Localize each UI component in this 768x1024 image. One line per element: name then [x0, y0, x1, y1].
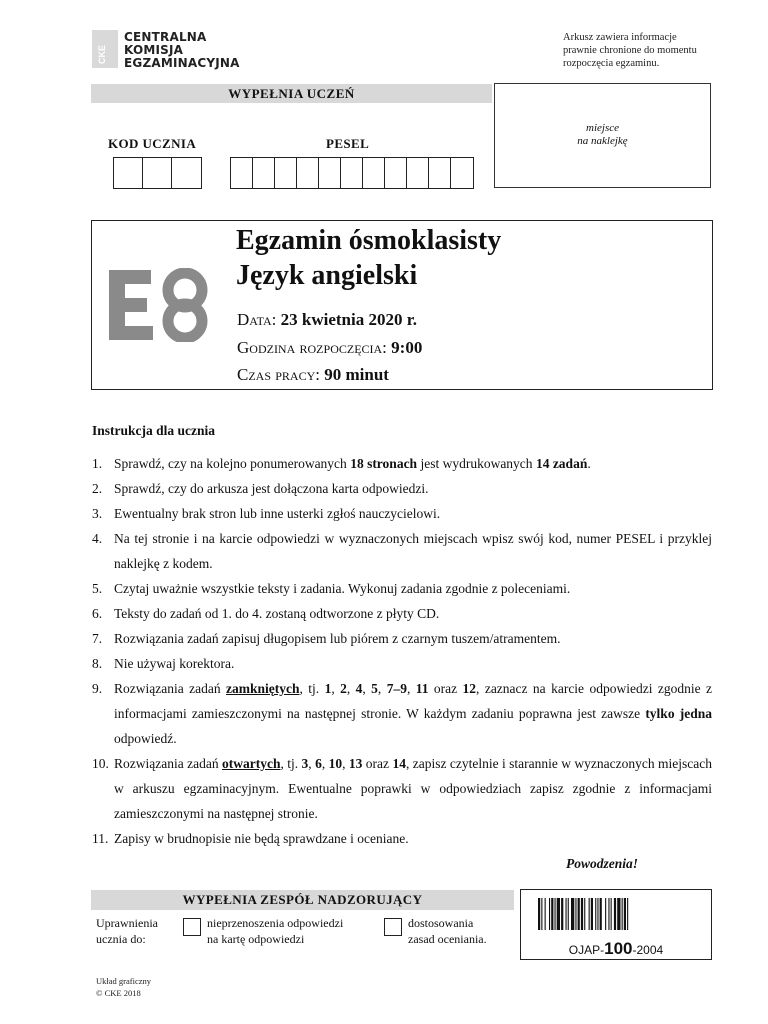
barcode-bar: [581, 898, 583, 930]
item-text: Teksty do zadań od 1. do 4. zostaną odtworzone z płyty CD.: [114, 606, 440, 621]
exam-title: Egzamin ósmoklasisty: [236, 225, 502, 256]
adjusted-grading-option-label: [408, 915, 487, 947]
item-text: Ewentualny brak stron lub inne usterki zgłoś nauczycielowi.: [114, 506, 441, 521]
task-number: 12: [462, 681, 477, 696]
item-number: 5.: [92, 581, 103, 596]
barcode-bar: [571, 898, 574, 930]
task-number: 10: [328, 756, 343, 771]
pesel-box[interactable]: [363, 158, 385, 188]
text-part: Rozwiązania zadań: [114, 681, 227, 696]
pesel-box[interactable]: [407, 158, 429, 188]
barcode-bar: [545, 898, 546, 930]
text-part: Sprawdź, czy na kolejno ponumerowanych: [114, 456, 351, 471]
text-bold: zamkniętych: [226, 681, 300, 696]
student-section-bar: WYPEŁNIA UCZEŃ: [91, 84, 492, 103]
option-line: nieprzenoszenia odpowiedzi: [207, 916, 344, 930]
list-item: [92, 501, 712, 526]
barcode-bar: [627, 898, 628, 930]
option-line: na kartę odpowiedzi: [207, 932, 305, 946]
text-part: , zaznacz na karcie odpowiedzi zgodnie z informacjami zamieszczonymi na następnej stronie. W każdym zadaniu poprawna jest zawsze: [114, 681, 712, 721]
list-item: [92, 526, 712, 576]
item-number: 11.: [92, 831, 109, 846]
text-part: oraz: [428, 681, 463, 696]
item-number: 10.: [92, 756, 109, 771]
text-part: , zapisz czytelnie i starannie w wyznaczonych miejscach w arkuszu egzaminacyjnym. Ewentualne poprawki w odpowiedziach zapisz zgodnie z informacjami zamieszczonymi na następnej stronie.: [114, 756, 712, 821]
notice-line: rozpoczęcia egzaminu.: [563, 58, 660, 69]
code-suffix: -2004: [632, 943, 664, 957]
sticker-line: na naklejkę: [577, 135, 628, 147]
footer-line: Układ graficzny: [96, 976, 151, 986]
code-main: 100: [604, 939, 633, 958]
text-part: Rozwiązania zadań: [114, 756, 222, 771]
item-text: Rozwiązania zadań zamkniętych, tj. 1, 2, 4, 5, 7–9, 11 oraz 12, zaznacz na karcie odpowiedzi zgodnie z informacjami zamieszczonymi na następnej stronie. W każdym zadaniu poprawna jest zawsze tylko jedna odpowiedź.: [114, 681, 712, 746]
pesel-box[interactable]: [253, 158, 275, 188]
barcode-bar: [541, 898, 542, 930]
pesel-box[interactable]: [429, 158, 451, 188]
protected-info-notice: [563, 31, 733, 70]
no-transfer-option-label: [207, 915, 343, 947]
barcode-bar: [591, 898, 593, 930]
option-line: zasad oceniania.: [408, 932, 487, 946]
exam-duration: [237, 365, 389, 385]
pesel-box[interactable]: [341, 158, 363, 188]
exam-subject: Język angielski: [236, 260, 418, 291]
barcode-bar: [611, 898, 612, 930]
code-box[interactable]: [114, 158, 143, 188]
task-number: 13: [348, 756, 363, 771]
barcode-bar: [578, 898, 580, 930]
text-bold: otwartych: [222, 756, 281, 771]
rights-line: Uprawnienia: [96, 916, 158, 930]
cke-logo-mark: [92, 30, 118, 68]
good-luck-text: Powodzenia!: [566, 856, 639, 871]
date-value: 23 kwietnia 2020 r.: [280, 310, 417, 329]
item-number: 2.: [92, 481, 103, 496]
task-number: 1: [324, 681, 332, 696]
barcode-bar: [538, 898, 540, 930]
instructions-list: [92, 451, 712, 851]
code-box[interactable]: [143, 158, 172, 188]
list-item: [92, 676, 712, 751]
list-item: [92, 626, 712, 651]
code-box[interactable]: [172, 158, 201, 188]
item-text: Nie używaj korektora.: [114, 656, 235, 671]
footer-line: © CKE 2018: [96, 988, 141, 998]
text-part: , tj.: [299, 681, 325, 696]
barcode-bar: [575, 898, 576, 930]
item-number: 7.: [92, 631, 103, 646]
barcode-bar: [614, 898, 616, 930]
sheet-code: [520, 940, 712, 959]
barcode-bar: [622, 898, 623, 930]
sticker-label: [494, 122, 711, 148]
barcode-bar: [566, 898, 567, 930]
e8-badge-icon: [107, 268, 213, 342]
time-label: Godzina rozpoczęcia:: [237, 338, 387, 357]
supervisors-section-bar: WYPEŁNIA ZESPÓŁ NADZORUJĄCY: [91, 890, 514, 910]
pesel-box[interactable]: [319, 158, 341, 188]
item-text: Rozwiązania zadań otwartych, tj. 3, 6, 10, 13 oraz 14, zapisz czytelnie i starannie w wyznaczonych miejscach w arkuszu egzaminacyjnym. Ewentualne poprawki w odpowiedziach zapisz zgodnie z informacjami zamieszczonymi na następnej stronie.: [114, 756, 712, 821]
text-bold: 14 zadań: [535, 456, 588, 471]
barcode-bar: [605, 898, 606, 930]
pesel-box[interactable]: [297, 158, 319, 188]
cke-logo-text: [124, 31, 240, 70]
item-text: [114, 451, 712, 476]
pesel-box[interactable]: [385, 158, 407, 188]
barcode-bar: [555, 898, 556, 930]
list-item: [92, 576, 712, 601]
barcode-bar: [561, 898, 563, 930]
text-part: odpowiedź.: [114, 731, 177, 746]
item-text: Czytaj uważnie wszystkie teksty i zadania. Wykonuj zadania zgodnie z poleceniami.: [114, 581, 571, 596]
no-transfer-checkbox[interactable]: [183, 918, 201, 936]
logo-line: EGZAMINACYJNA: [124, 56, 240, 70]
list-item: [92, 451, 712, 476]
list-item: [92, 651, 712, 676]
pesel-box[interactable]: [275, 158, 297, 188]
task-number: 3: [301, 756, 309, 771]
item-number: 6.: [92, 606, 103, 621]
barcode-bar: [589, 898, 590, 930]
text-bold: tylko jedna: [645, 706, 712, 721]
pesel-label: PESEL: [326, 136, 370, 151]
barcode-bar: [595, 898, 596, 930]
text-part: oraz: [362, 756, 393, 771]
item-text: Sprawdź, czy do arkusza jest dołączona karta odpowiedzi.: [114, 481, 429, 496]
date-label: Data:: [237, 310, 277, 329]
text-bold: 18 stronach: [350, 456, 418, 471]
student-code-label: KOD UCZNIA: [108, 136, 197, 151]
exam-date: [237, 310, 417, 330]
sticker-line: miejsce: [586, 122, 619, 134]
badge-text: E8: [160, 308, 162, 309]
barcode-bar: [551, 898, 553, 930]
task-number: 2: [340, 681, 347, 696]
adjusted-grading-checkbox[interactable]: [384, 918, 402, 936]
cke-logo-mark-text: CKE: [97, 44, 107, 64]
barcode-icon: [538, 898, 696, 930]
barcode-bar: [608, 898, 609, 930]
text-part: .: [587, 456, 591, 471]
task-number: 5: [371, 681, 378, 696]
option-line: dostosowania: [408, 916, 474, 930]
barcode-bar: [549, 898, 550, 930]
barcode-bar: [584, 898, 585, 930]
time-value: 9:00: [391, 338, 423, 357]
barcode-bar: [597, 898, 598, 930]
pesel-field[interactable]: [230, 157, 474, 189]
code-prefix: OJAP-: [568, 943, 605, 957]
item-text: Zapisy w brudnopisie nie będą sprawdzane i oceniane.: [114, 831, 409, 846]
list-item: [92, 601, 712, 626]
task-number: 6: [315, 756, 322, 771]
logo-line: KOMISJA: [124, 43, 184, 57]
item-number: 1.: [92, 456, 103, 471]
text-part: jest wydrukowanych: [417, 456, 536, 471]
task-number: 11: [415, 681, 429, 696]
text-part: , tj.: [280, 756, 302, 771]
pesel-box[interactable]: [451, 158, 473, 188]
student-code-field[interactable]: [113, 157, 202, 189]
list-item: [92, 826, 712, 851]
barcode-bar: [557, 898, 560, 930]
task-number: 14: [392, 756, 406, 771]
notice-line: Arkusz zawiera informacje: [563, 32, 677, 43]
barcode-bar: [617, 898, 620, 930]
list-item: [92, 476, 712, 501]
exam-start-time: [237, 338, 422, 358]
item-number: 4.: [92, 531, 103, 546]
duration-label: Czas pracy:: [237, 365, 320, 384]
barcode-bar: [624, 898, 626, 930]
item-number: 8.: [92, 656, 103, 671]
pesel-box[interactable]: [231, 158, 253, 188]
duration-value: 90 minut: [324, 365, 389, 384]
barcode-bar: [568, 898, 569, 930]
barcode-bar: [600, 898, 602, 930]
task-number: 4: [355, 681, 363, 696]
logo-line: CENTRALNA: [124, 30, 207, 44]
task-number: 7–9: [386, 681, 407, 696]
instructions-title: Instrukcja dla ucznia: [92, 423, 216, 438]
item-text: Na tej stronie i na karcie odpowiedzi w wyznaczonych miejscach wpisz swój kod, numer PESEL i przyklej naklejkę z kodem.: [114, 531, 712, 571]
list-item: [92, 751, 712, 826]
notice-line: prawnie chronione do momentu: [563, 45, 697, 56]
item-number: 3.: [92, 506, 103, 521]
footer-credit: [96, 975, 151, 999]
item-text: Rozwiązania zadań zapisuj długopisem lub piórem z czarnym tuszem/atramentem.: [114, 631, 561, 646]
item-number: 9.: [92, 681, 103, 696]
student-rights-label: [96, 915, 158, 947]
rights-line: ucznia do:: [96, 932, 146, 946]
